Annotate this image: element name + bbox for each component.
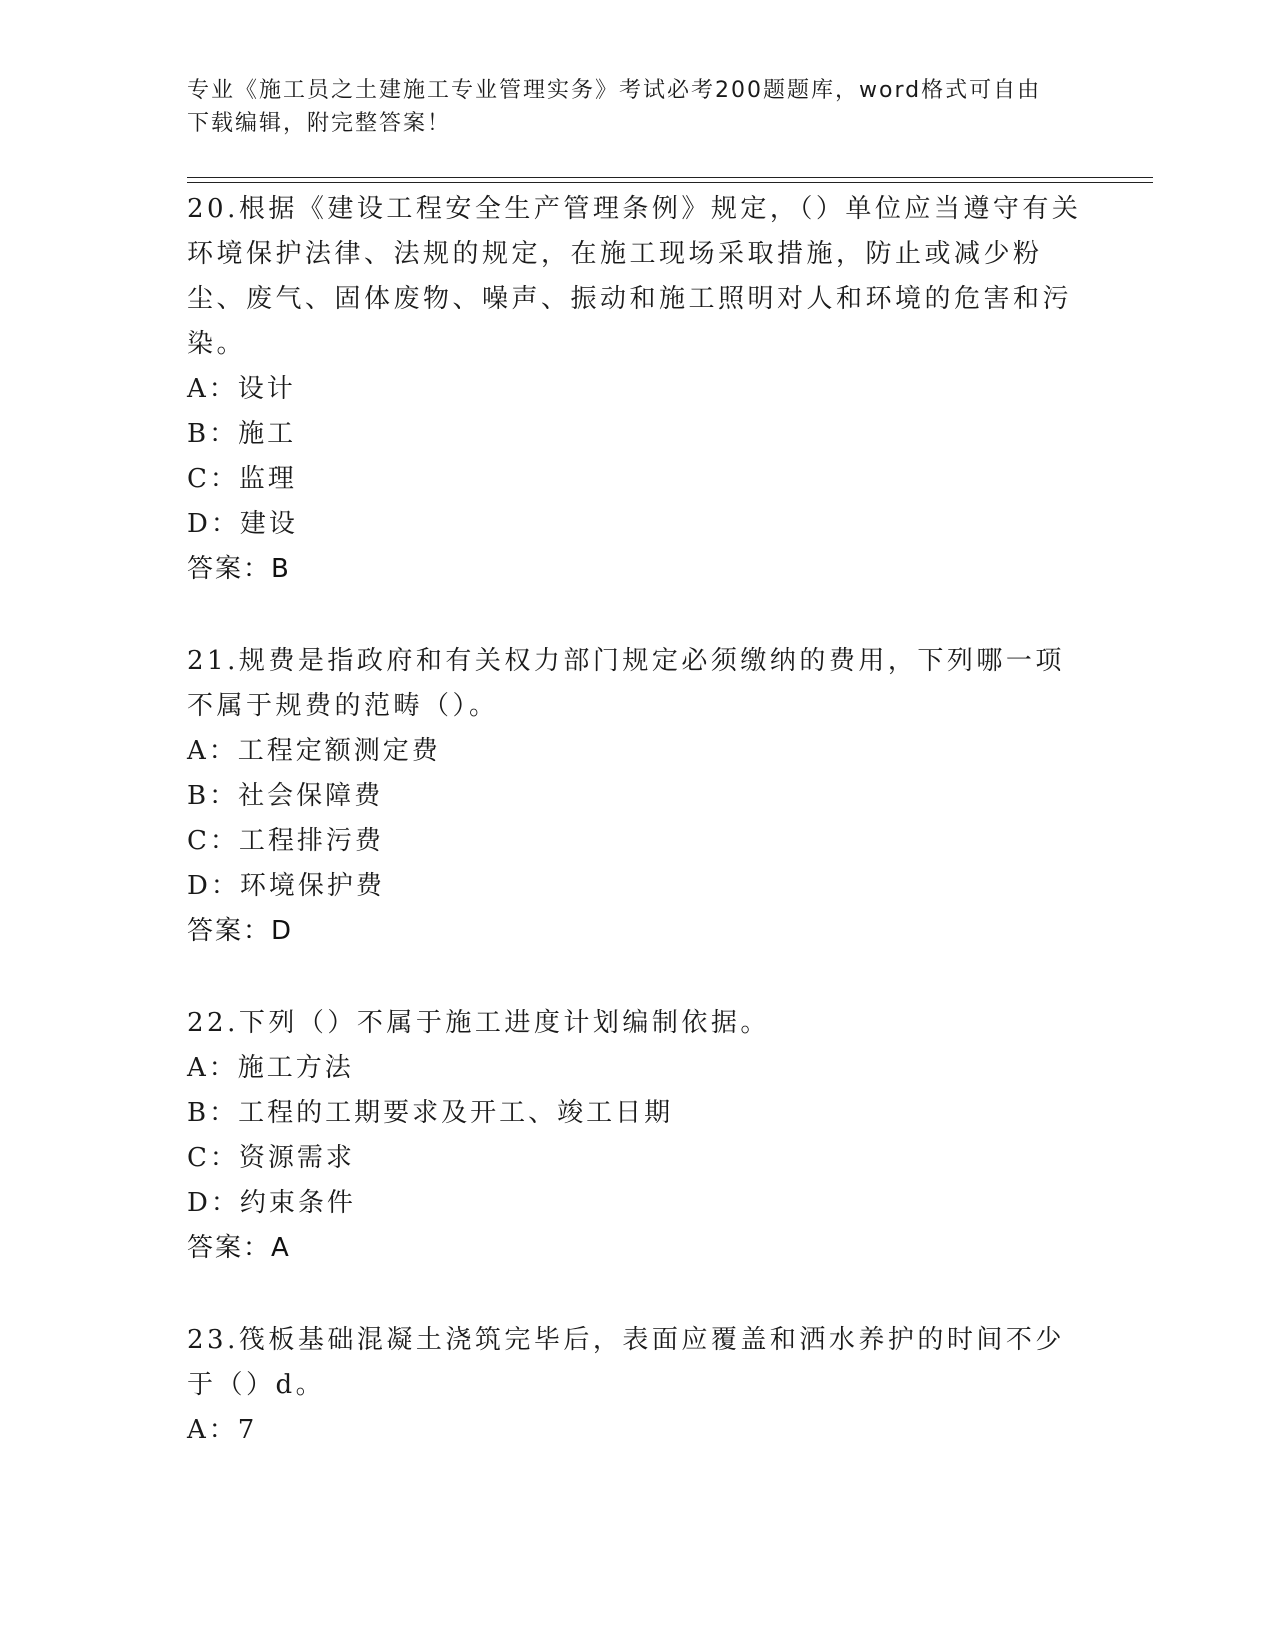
option-d: D：约束条件: [187, 1188, 356, 1218]
question-22: [187, 1001, 1087, 1271]
option-a: A：设计: [187, 374, 296, 404]
option-b: B：社会保障费: [187, 781, 384, 811]
option-b: B：施工: [187, 419, 297, 449]
option-b: B：工程的工期要求及开工、竣工日期: [187, 1098, 674, 1128]
question-text: 21.规费是指政府和有关权力部门规定必须缴纳的费用，下列哪一项不属于规费的范畴（）。: [187, 646, 1065, 721]
question-text: 20.根据《建设工程安全生产管理条例》规定，（）单位应当遵守有关环境保护法律、法规的规定，在施工现场采取措施，防止或减少粉尘、废气、固体废物、噪声、振动和施工照明对人和环境的危害和污染。: [187, 194, 1082, 359]
header-divider-top: [187, 177, 1153, 178]
option-d: D：环境保护费: [187, 871, 385, 901]
answer: 答案：B: [187, 554, 291, 584]
answer: 答案：A: [187, 1233, 291, 1263]
question-text: 22.下列（）不属于施工进度计划编制依据。: [187, 1008, 770, 1038]
question-text: 23.筏板基础混凝土浇筑完毕后，表面应覆盖和洒水养护的时间不少于（）d。: [187, 1325, 1065, 1400]
question-list: [187, 187, 1087, 1500]
header-line-2: 下载编辑，附完整答案！: [187, 111, 452, 136]
question-21: [187, 639, 1087, 954]
option-c: C：工程排污费: [187, 826, 384, 856]
option-d: D：建设: [187, 509, 298, 539]
option-c: C：资源需求: [187, 1143, 355, 1173]
question-20: [187, 187, 1087, 592]
header-line-1: 专业《施工员之土建施工专业管理实务》考试必考200题题库，word格式可自由: [187, 78, 1042, 103]
option-c: C：监理: [187, 464, 297, 494]
option-a: A：施工方法: [187, 1053, 354, 1083]
option-a: A：7: [187, 1415, 258, 1445]
answer: 答案：D: [187, 916, 294, 946]
question-23: [187, 1318, 1087, 1453]
document-header: [187, 74, 1067, 140]
option-a: A：工程定额测定费: [187, 736, 441, 766]
header-divider-bottom: [187, 182, 1153, 183]
